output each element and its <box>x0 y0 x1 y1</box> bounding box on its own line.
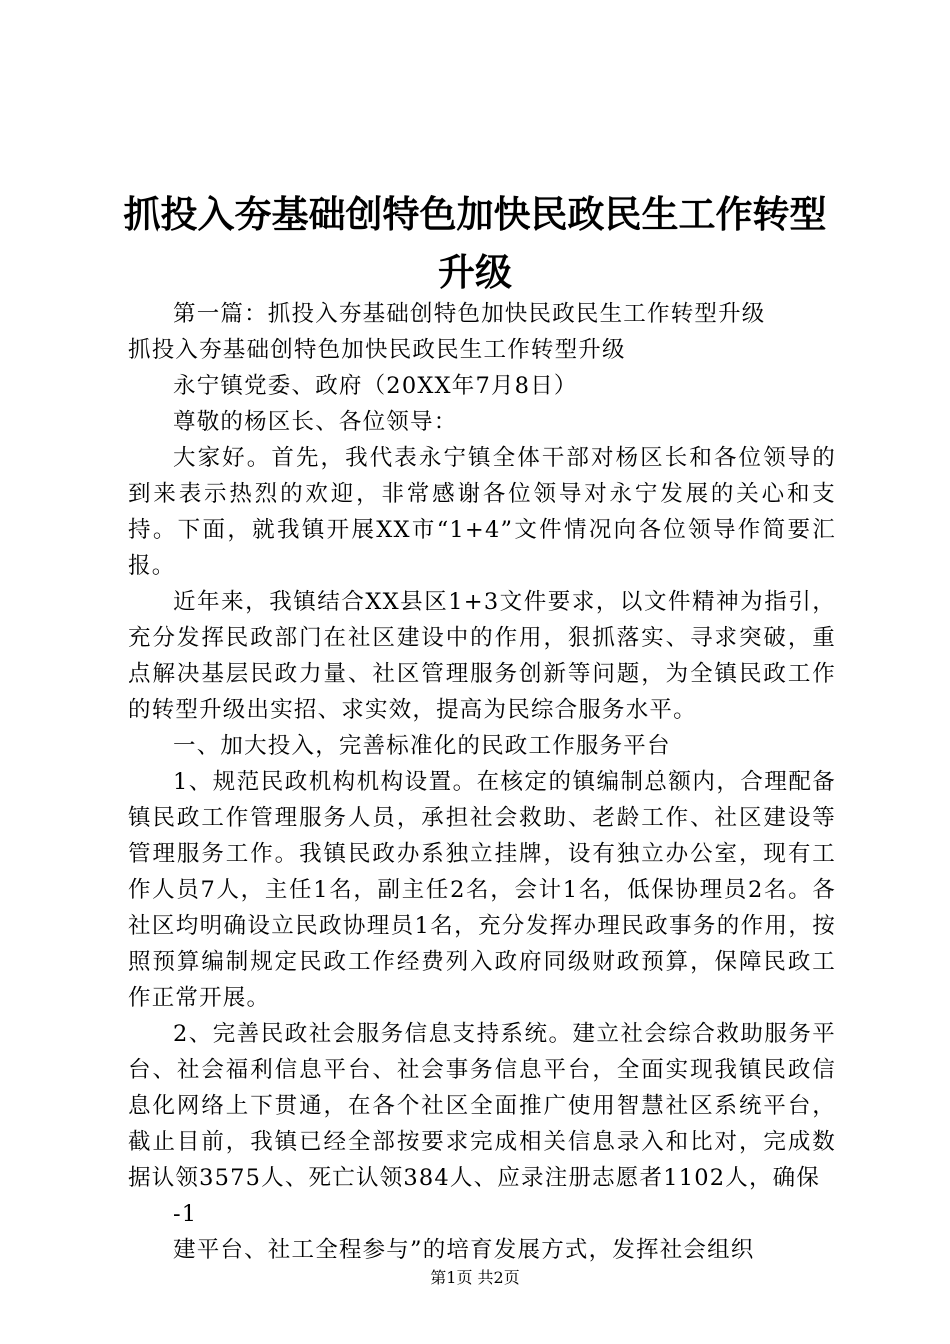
body-paragraph: 尊敬的杨区长、各位领导： <box>173 409 458 435</box>
document-body <box>128 296 836 1268</box>
body-paragraph: 大家好。首先，我代表永宁镇全体干部对杨区长和各位领导的到来表示热烈的欢迎，非常感谢各位领导对永宁发展的关心和支持。下面，就我镇开展XX市“1+4”文件情况向各位领导作简要汇报。 <box>128 445 836 579</box>
document-title: 抓投入夯基础创特色加快民政民生工作转型升级 <box>123 193 827 294</box>
page-marker: -1 <box>173 1201 198 1227</box>
body-paragraph: 近年来，我镇结合XX县区1+3文件要求，以文件精神为指引，充分发挥民政部门在社区建设中的作用，狠抓落实、寻求突破，重点解决基层民政力量、社区管理服务创新等问题，为全镇民政工作的转型升级出实招、求实效，提高为民综合服务水平。 <box>128 589 836 723</box>
page-footer: 第1页 共2页 <box>430 1268 520 1287</box>
body-paragraph: 2、完善民政社会服务信息支持系统。建立社会综合救助服务平台、社会福利信息平台、社会事务信息平台，全面实现我镇民政信息化网络上下贯通，在各个社区全面推广使用智慧社区系统平台，截止目前，我镇已经全部按要求完成相关信息录入和比对，完成数据认领3575人、死亡认领384人、应录注册志愿者1102人，确保 <box>128 1021 836 1191</box>
body-paragraph: 第一篇：抓投入夯基础创特色加快民政民生工作转型升级 <box>173 301 766 327</box>
body-paragraph: 永宁镇党委、政府（20XX年7月8日） <box>173 373 578 399</box>
body-paragraph: 1、规范民政机构机构设置。在核定的镇编制总额内，合理配备镇民政工作管理服务人员，承担社会救助、老龄工作、社区建设等管理服务工作。我镇民政办系独立挂牌，设有独立办公室，现有工作人员7人，主任1名，副主任2名，会计1名，低保协理员2名。各社区均明确设立民政协理员1名，充分发挥办理民政事务的作用，按照预算编制规定民政工作经费列入政府同级财政预算，保障民政工作正常开展。 <box>128 769 836 1011</box>
body-paragraph: 建平台、社工全程参与”的培育发展方式，发挥社会组织 <box>173 1237 755 1263</box>
body-paragraph: 抓投入夯基础创特色加快民政民生工作转型升级 <box>128 337 626 363</box>
body-paragraph: 一、加大投入，完善标准化的民政工作服务平台 <box>173 733 671 759</box>
